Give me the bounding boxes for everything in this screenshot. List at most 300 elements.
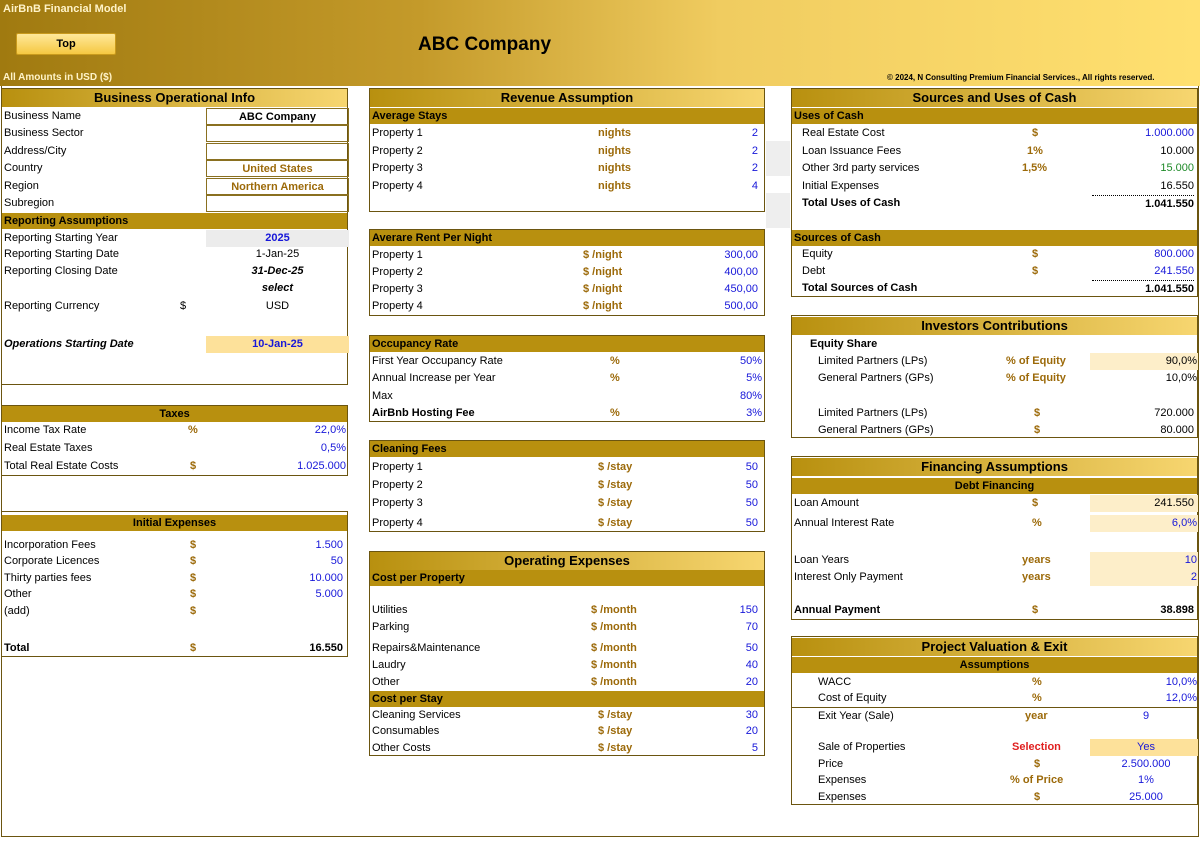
stays-unit: nights bbox=[598, 180, 631, 192]
uses-of-cash-header: Uses of Cash bbox=[792, 108, 1197, 124]
country-field[interactable]: United States bbox=[206, 160, 349, 177]
opex-input[interactable]: 150 bbox=[739, 604, 758, 616]
rep-row-currency bbox=[2, 298, 347, 315]
taxes-panel bbox=[1, 405, 348, 476]
biz-row-address bbox=[2, 143, 347, 160]
clean-row bbox=[370, 477, 764, 494]
region-field[interactable]: Northern America bbox=[206, 178, 349, 195]
opex-input[interactable]: 40 bbox=[745, 659, 758, 671]
uses-row bbox=[792, 143, 1197, 160]
rent-row bbox=[370, 264, 764, 281]
occ-label: Max bbox=[372, 390, 393, 402]
val-row bbox=[792, 674, 1197, 691]
debt-financing-header: Debt Financing bbox=[792, 478, 1197, 494]
tax-unit: $ bbox=[190, 460, 197, 472]
stays-input[interactable]: 2 bbox=[751, 127, 758, 139]
src-total-row bbox=[792, 280, 1197, 297]
loan-amount-input[interactable]: 241.550 bbox=[1154, 497, 1194, 509]
opex-unit: $ /month bbox=[591, 642, 637, 654]
initial-label: Other bbox=[4, 588, 32, 600]
biz-row-sector bbox=[2, 125, 347, 142]
rent-label: Property 2 bbox=[372, 266, 423, 278]
val-unit: % bbox=[1032, 676, 1042, 688]
opex-stay-row bbox=[370, 740, 764, 757]
fin-row bbox=[792, 495, 1197, 512]
rent-unit: $ /night bbox=[583, 249, 623, 261]
investor-row bbox=[792, 422, 1197, 439]
currency-unit: $ bbox=[180, 300, 187, 312]
opex-label: Other bbox=[372, 676, 400, 688]
occ-row bbox=[370, 388, 764, 405]
investor-unit: % of Equity bbox=[1006, 355, 1066, 367]
real-estate-tax-input[interactable]: 0,5% bbox=[320, 442, 346, 454]
opex-unit: $ /month bbox=[591, 659, 637, 671]
opex-label: Consumables bbox=[372, 725, 440, 737]
biz-label: Subregion bbox=[4, 197, 55, 209]
stays-row bbox=[370, 143, 764, 160]
initial-label: Thirty parties fees bbox=[4, 572, 92, 584]
revenue-title: Revenue Assumption bbox=[370, 89, 764, 107]
rent-row bbox=[370, 247, 764, 264]
initial-label: Corporate Licences bbox=[4, 555, 100, 567]
ops-start-date-input[interactable]: 10-Jan-25 bbox=[206, 336, 349, 353]
uses-row bbox=[792, 178, 1197, 195]
address-city-field[interactable] bbox=[206, 143, 349, 160]
rent-input[interactable]: 500,00 bbox=[724, 300, 758, 312]
clean-input[interactable]: 50 bbox=[745, 479, 758, 491]
sheet-frame-bottom bbox=[1, 836, 1198, 837]
rent-label: Property 3 bbox=[372, 283, 423, 295]
val-row bbox=[792, 756, 1197, 773]
gap-shade bbox=[766, 141, 790, 176]
clean-label: Property 4 bbox=[372, 517, 423, 529]
opex-unit: $ /stay bbox=[598, 709, 633, 721]
valuation-panel bbox=[791, 636, 1198, 805]
valuation-title: Project Valuation & Exit bbox=[792, 638, 1197, 656]
revenue-panel bbox=[369, 88, 765, 212]
opex-title: Operating Expenses bbox=[370, 552, 764, 570]
initial-row bbox=[2, 537, 347, 554]
initial-unit: $ bbox=[190, 588, 197, 600]
fin-unit: $ bbox=[1032, 604, 1039, 616]
exit-year-input[interactable]: 9 bbox=[1142, 710, 1150, 722]
val-row bbox=[792, 739, 1197, 756]
opex-unit: $ /month bbox=[591, 621, 637, 633]
occ-label: AirBnb Hosting Fee bbox=[372, 407, 475, 419]
src-row bbox=[792, 263, 1197, 280]
opex-prop-row bbox=[370, 640, 764, 657]
opex-prop-row bbox=[370, 602, 764, 619]
sheet-frame-right bbox=[1198, 86, 1199, 837]
uses-label: Loan Issuance Fees bbox=[802, 145, 902, 157]
initial-unit: $ bbox=[190, 539, 197, 551]
initial-expenses-panel bbox=[1, 511, 348, 657]
val-row bbox=[792, 707, 1197, 724]
rep-label: Reporting Closing Date bbox=[4, 265, 118, 277]
third-party-fees-input[interactable]: 10.000 bbox=[309, 572, 343, 584]
uses-unit: 1,5% bbox=[1022, 162, 1048, 174]
opex-input[interactable]: 30 bbox=[745, 709, 758, 721]
clean-row bbox=[370, 459, 764, 476]
val-unit: % of Price bbox=[1010, 774, 1064, 786]
val-row bbox=[792, 789, 1197, 806]
initial-unit: $ bbox=[190, 605, 197, 617]
investor-label: General Partners (GPs) bbox=[818, 424, 934, 436]
opex-input[interactable]: 20 bbox=[745, 725, 758, 737]
cost-per-stay-header: Cost per Stay bbox=[370, 691, 764, 707]
clean-input[interactable]: 50 bbox=[745, 461, 758, 473]
tax-row bbox=[2, 458, 347, 475]
loan-years-input[interactable]: 10 bbox=[1184, 554, 1197, 566]
occ-row bbox=[370, 405, 764, 422]
investor-row bbox=[792, 370, 1197, 387]
occ-row bbox=[370, 370, 764, 387]
uses-value: 10.000 bbox=[1160, 145, 1194, 157]
uses-value: 16.550 bbox=[1160, 180, 1194, 192]
occ-input[interactable]: 80% bbox=[739, 390, 762, 402]
clean-unit: $ /stay bbox=[598, 517, 633, 529]
uses-value[interactable]: 1.000.000 bbox=[1145, 127, 1194, 139]
opex-input[interactable]: 5 bbox=[751, 742, 758, 754]
rent-unit: $ /night bbox=[583, 283, 623, 295]
sources-of-cash-header: Sources of Cash bbox=[792, 230, 1197, 246]
initial-row bbox=[2, 570, 347, 587]
header-banner bbox=[0, 0, 1200, 86]
clean-label: Property 2 bbox=[372, 479, 423, 491]
fin-row bbox=[792, 552, 1197, 569]
investor-unit: $ bbox=[1034, 424, 1041, 436]
investor-row bbox=[792, 353, 1197, 370]
uses-total-row bbox=[792, 195, 1197, 212]
tax-label: Total Real Estate Costs bbox=[4, 460, 119, 472]
investor-unit: % of Equity bbox=[1006, 372, 1066, 384]
initial-unit: $ bbox=[190, 572, 197, 584]
rep-row-select bbox=[2, 280, 347, 297]
opex-prop-row bbox=[370, 619, 764, 636]
src-label: Debt bbox=[802, 265, 826, 277]
src-row bbox=[792, 246, 1197, 263]
opex-panel bbox=[369, 551, 765, 756]
rent-label: Property 1 bbox=[372, 249, 423, 261]
uses-row bbox=[792, 160, 1197, 177]
opex-stay-row bbox=[370, 723, 764, 740]
uses-row bbox=[792, 125, 1197, 142]
app-title: AirBnB Financial Model bbox=[3, 3, 127, 15]
clean-row bbox=[370, 495, 764, 512]
val-label: Exit Year (Sale) bbox=[818, 710, 894, 722]
initial-row bbox=[2, 603, 347, 620]
rep-label: Reporting Starting Year bbox=[4, 232, 118, 244]
reporting-start-date: 1-Jan-25 bbox=[255, 248, 300, 260]
val-unit: % bbox=[1032, 692, 1042, 704]
clean-row bbox=[370, 515, 764, 532]
initial-row bbox=[2, 586, 347, 603]
src-value[interactable]: 800.000 bbox=[1154, 248, 1194, 260]
occ-input[interactable]: 3% bbox=[746, 407, 762, 419]
stays-label: Property 4 bbox=[372, 180, 423, 192]
val-unit: $ bbox=[1034, 791, 1041, 803]
occ-unit: % bbox=[610, 372, 620, 384]
opex-label: Cleaning Services bbox=[372, 709, 461, 721]
occupancy-header: Occupancy Rate bbox=[370, 336, 764, 352]
val-label: Sale of Properties bbox=[818, 741, 906, 753]
cleaning-fees-panel bbox=[369, 440, 765, 532]
cleaning-fees-header: Cleaning Fees bbox=[370, 441, 764, 457]
occupancy-panel bbox=[369, 335, 765, 422]
financing-title: Financing Assumptions bbox=[792, 458, 1197, 476]
clean-label: Property 1 bbox=[372, 461, 423, 473]
val-label: Expenses bbox=[818, 791, 867, 803]
fin-label: Annual Interest Rate bbox=[794, 517, 895, 529]
opex-input[interactable]: 20 bbox=[745, 676, 758, 688]
sale-expenses-amount[interactable]: 25.000 bbox=[1129, 791, 1163, 803]
equity-share-label: Equity Share bbox=[810, 338, 878, 350]
biz-row-name bbox=[2, 108, 347, 125]
initial-label: (add) bbox=[4, 605, 30, 617]
opex-unit: $ /stay bbox=[598, 725, 633, 737]
stays-unit: nights bbox=[598, 162, 631, 174]
biz-row-country bbox=[2, 160, 347, 177]
initial-label: Incorporation Fees bbox=[4, 539, 96, 551]
val-unit: $ bbox=[1034, 758, 1041, 770]
opex-input[interactable]: 70 bbox=[745, 621, 758, 633]
tax-row bbox=[2, 440, 347, 457]
cost-per-property-header: Cost per Property bbox=[370, 570, 764, 586]
sources-uses-title: Sources and Uses of Cash bbox=[792, 89, 1197, 107]
taxes-title: Taxes bbox=[2, 406, 347, 422]
sale-of-properties-select[interactable]: Yes bbox=[1137, 741, 1155, 753]
src-total-label: Total Sources of Cash bbox=[802, 282, 918, 294]
rent-unit: $ /night bbox=[583, 266, 623, 278]
occ-input[interactable]: 5% bbox=[746, 372, 762, 384]
biz-label: Address/City bbox=[4, 145, 67, 157]
src-unit: $ bbox=[1032, 265, 1039, 277]
cost-of-equity-input[interactable]: 12,0% bbox=[1165, 692, 1197, 704]
fin-row bbox=[792, 602, 1197, 619]
clean-unit: $ /stay bbox=[598, 479, 633, 491]
investor-label: Limited Partners (LPs) bbox=[818, 355, 928, 367]
stays-row bbox=[370, 160, 764, 177]
initial-total-unit: $ bbox=[190, 642, 197, 654]
income-tax-rate-input[interactable]: 22,0% bbox=[314, 424, 346, 436]
stays-input[interactable]: 2 bbox=[751, 162, 758, 174]
uses-unit: 1% bbox=[1027, 145, 1043, 157]
sale-expenses-pct-input[interactable]: 1% bbox=[1138, 774, 1154, 786]
occ-row bbox=[370, 353, 764, 370]
opex-unit: $ /month bbox=[591, 604, 637, 616]
investor-label: General Partners (GPs) bbox=[818, 372, 934, 384]
rent-input[interactable]: 300,00 bbox=[724, 249, 758, 261]
initial-total-value: 16.550 bbox=[309, 642, 343, 654]
company-title: ABC Company bbox=[418, 34, 552, 55]
investors-title: Investors Contributions bbox=[792, 317, 1197, 335]
opex-unit: $ /month bbox=[591, 676, 637, 688]
uses-unit: $ bbox=[1032, 127, 1039, 139]
interest-only-input[interactable]: 2 bbox=[1190, 571, 1197, 583]
val-label: Price bbox=[818, 758, 844, 770]
annual-payment-value: 38.898 bbox=[1160, 604, 1194, 616]
occ-label: Annual Increase per Year bbox=[372, 372, 496, 384]
opex-label: Laudry bbox=[372, 659, 406, 671]
uses-total-value: 1.041.550 bbox=[1092, 195, 1194, 213]
occ-input[interactable]: 50% bbox=[739, 355, 762, 367]
gp-amount: 80.000 bbox=[1160, 424, 1194, 436]
src-total-value: 1.041.550 bbox=[1092, 280, 1194, 298]
clean-input[interactable]: 50 bbox=[745, 517, 758, 529]
gp-share-value: 10,0% bbox=[1165, 372, 1197, 384]
fin-label: Annual Payment bbox=[794, 604, 881, 616]
clean-input[interactable]: 50 bbox=[745, 497, 758, 509]
occ-unit: % bbox=[610, 407, 620, 419]
initial-row bbox=[2, 553, 347, 570]
opex-label: Utilities bbox=[372, 604, 408, 616]
biz-label: Business Name bbox=[4, 110, 82, 122]
uses-label: Other 3rd party services bbox=[802, 162, 920, 174]
fin-unit: years bbox=[1022, 554, 1051, 566]
interest-rate-input[interactable]: 6,0% bbox=[1171, 517, 1197, 529]
uses-label: Real Estate Cost bbox=[802, 127, 885, 139]
initial-expenses-title: Initial Expenses bbox=[2, 515, 347, 531]
stays-row bbox=[370, 125, 764, 142]
stays-label: Property 2 bbox=[372, 145, 423, 157]
opex-stay-row bbox=[370, 707, 764, 724]
fin-unit: years bbox=[1022, 571, 1051, 583]
val-label: Cost of Equity bbox=[818, 692, 887, 704]
business-name-field[interactable]: ABC Company bbox=[206, 108, 349, 125]
rent-panel bbox=[369, 229, 765, 316]
opex-label: Repairs&Maintenance bbox=[372, 642, 481, 654]
average-stays-header: Average Stays bbox=[370, 108, 764, 124]
other-expense-input[interactable]: 5.000 bbox=[315, 588, 343, 600]
stays-input[interactable]: 4 bbox=[751, 180, 758, 192]
copyright-note: © 2024, N Consulting Premium Financial Services., All rights reserved. bbox=[887, 73, 1155, 82]
rent-input[interactable]: 400,00 bbox=[724, 266, 758, 278]
biz-label: Region bbox=[4, 180, 39, 192]
rent-row bbox=[370, 281, 764, 298]
sheet-frame-left bbox=[1, 86, 2, 837]
rent-header: Averare Rent Per Night bbox=[370, 230, 764, 246]
reporting-currency-value[interactable]: USD bbox=[265, 300, 290, 312]
fin-unit: % bbox=[1032, 517, 1042, 529]
rent-label: Property 4 bbox=[372, 300, 423, 312]
lp-share-input[interactable]: 90,0% bbox=[1165, 355, 1197, 367]
rep-row-close bbox=[2, 263, 347, 280]
total-real-estate-costs[interactable]: 1.025.000 bbox=[297, 460, 346, 472]
investors-panel bbox=[791, 315, 1198, 438]
sale-price-input[interactable]: 2.500.000 bbox=[1121, 758, 1171, 770]
biz-row-region bbox=[2, 178, 347, 195]
initial-unit: $ bbox=[190, 555, 197, 567]
clean-unit: $ /stay bbox=[598, 461, 633, 473]
gap-shade bbox=[766, 193, 790, 228]
stays-label: Property 3 bbox=[372, 162, 423, 174]
rent-unit: $ /night bbox=[583, 300, 623, 312]
opex-prop-row bbox=[370, 674, 764, 691]
uses-label: Initial Expenses bbox=[802, 180, 880, 192]
rep-row-start bbox=[2, 246, 347, 263]
tax-row bbox=[2, 422, 347, 439]
reporting-closing-date: 31-Dec-25 bbox=[251, 265, 304, 277]
src-label: Equity bbox=[802, 248, 833, 260]
uses-value[interactable]: 15.000 bbox=[1160, 162, 1194, 174]
rep-row-year bbox=[2, 230, 347, 247]
reporting-year-input[interactable]: 2025 bbox=[206, 230, 349, 247]
val-row bbox=[792, 772, 1197, 789]
tax-label: Real Estate Taxes bbox=[4, 442, 93, 454]
src-unit: $ bbox=[1032, 248, 1039, 260]
ops-start-row bbox=[2, 336, 347, 353]
investor-label: Limited Partners (LPs) bbox=[818, 407, 928, 419]
amounts-currency-note: All Amounts in USD ($) bbox=[3, 72, 113, 83]
initial-total-row bbox=[2, 640, 347, 657]
financing-panel bbox=[791, 456, 1198, 620]
investor-row bbox=[792, 405, 1197, 422]
stays-input[interactable]: 2 bbox=[751, 145, 758, 157]
tax-unit: % bbox=[188, 424, 198, 436]
stays-label: Property 1 bbox=[372, 127, 423, 139]
clean-unit: $ /stay bbox=[598, 497, 633, 509]
stays-unit: nights bbox=[598, 127, 631, 139]
reporting-assumptions-header: Reporting Assumptions bbox=[2, 213, 347, 229]
sources-uses-panel bbox=[791, 88, 1198, 297]
val-unit: Selection bbox=[1012, 741, 1061, 753]
business-info-panel bbox=[1, 88, 348, 385]
fin-row bbox=[792, 515, 1197, 532]
fin-row bbox=[792, 569, 1197, 586]
fin-unit: $ bbox=[1032, 497, 1039, 509]
subregion-field[interactable] bbox=[206, 195, 349, 212]
val-unit: year bbox=[1025, 710, 1048, 722]
rent-row bbox=[370, 298, 764, 315]
biz-row-subregion bbox=[2, 195, 347, 212]
closing-date-select[interactable]: select bbox=[261, 282, 294, 294]
biz-label: Country bbox=[4, 162, 43, 174]
occ-unit: % bbox=[610, 355, 620, 367]
opex-label: Other Costs bbox=[372, 742, 431, 754]
rep-label: Reporting Starting Date bbox=[4, 248, 119, 260]
investor-unit: $ bbox=[1034, 407, 1041, 419]
clean-label: Property 3 bbox=[372, 497, 423, 509]
opex-label: Parking bbox=[372, 621, 410, 633]
initial-total-label: Total bbox=[4, 642, 30, 654]
tax-label: Income Tax Rate bbox=[4, 424, 87, 436]
stays-unit: nights bbox=[598, 145, 631, 157]
biz-label: Business Sector bbox=[4, 127, 84, 139]
top-button[interactable]: Top bbox=[16, 33, 116, 55]
opex-unit: $ /stay bbox=[598, 742, 633, 754]
fin-label: Loan Years bbox=[794, 554, 850, 566]
wacc-input[interactable]: 10,0% bbox=[1165, 676, 1197, 688]
lp-amount: 720.000 bbox=[1154, 407, 1194, 419]
opex-input[interactable]: 50 bbox=[745, 642, 758, 654]
occ-label: First Year Occupancy Rate bbox=[372, 355, 503, 367]
fin-label: Interest Only Payment bbox=[794, 571, 903, 583]
equity-share-row bbox=[792, 336, 1197, 353]
opex-prop-row bbox=[370, 657, 764, 674]
src-value[interactable]: 241.550 bbox=[1154, 265, 1194, 277]
val-row bbox=[792, 690, 1197, 707]
val-label: WACC bbox=[818, 676, 852, 688]
business-sector-field[interactable] bbox=[206, 125, 349, 142]
val-label: Expenses bbox=[818, 774, 867, 786]
rent-input[interactable]: 450,00 bbox=[724, 283, 758, 295]
fin-label: Loan Amount bbox=[794, 497, 859, 509]
incorporation-fees-input[interactable]: 1.500 bbox=[315, 539, 343, 551]
rep-label: Reporting Currency bbox=[4, 300, 100, 312]
valuation-assumptions-header: Assumptions bbox=[792, 657, 1197, 673]
business-info-title: Business Operational Info bbox=[2, 89, 347, 107]
corporate-licences-input[interactable]: 50 bbox=[330, 555, 343, 567]
